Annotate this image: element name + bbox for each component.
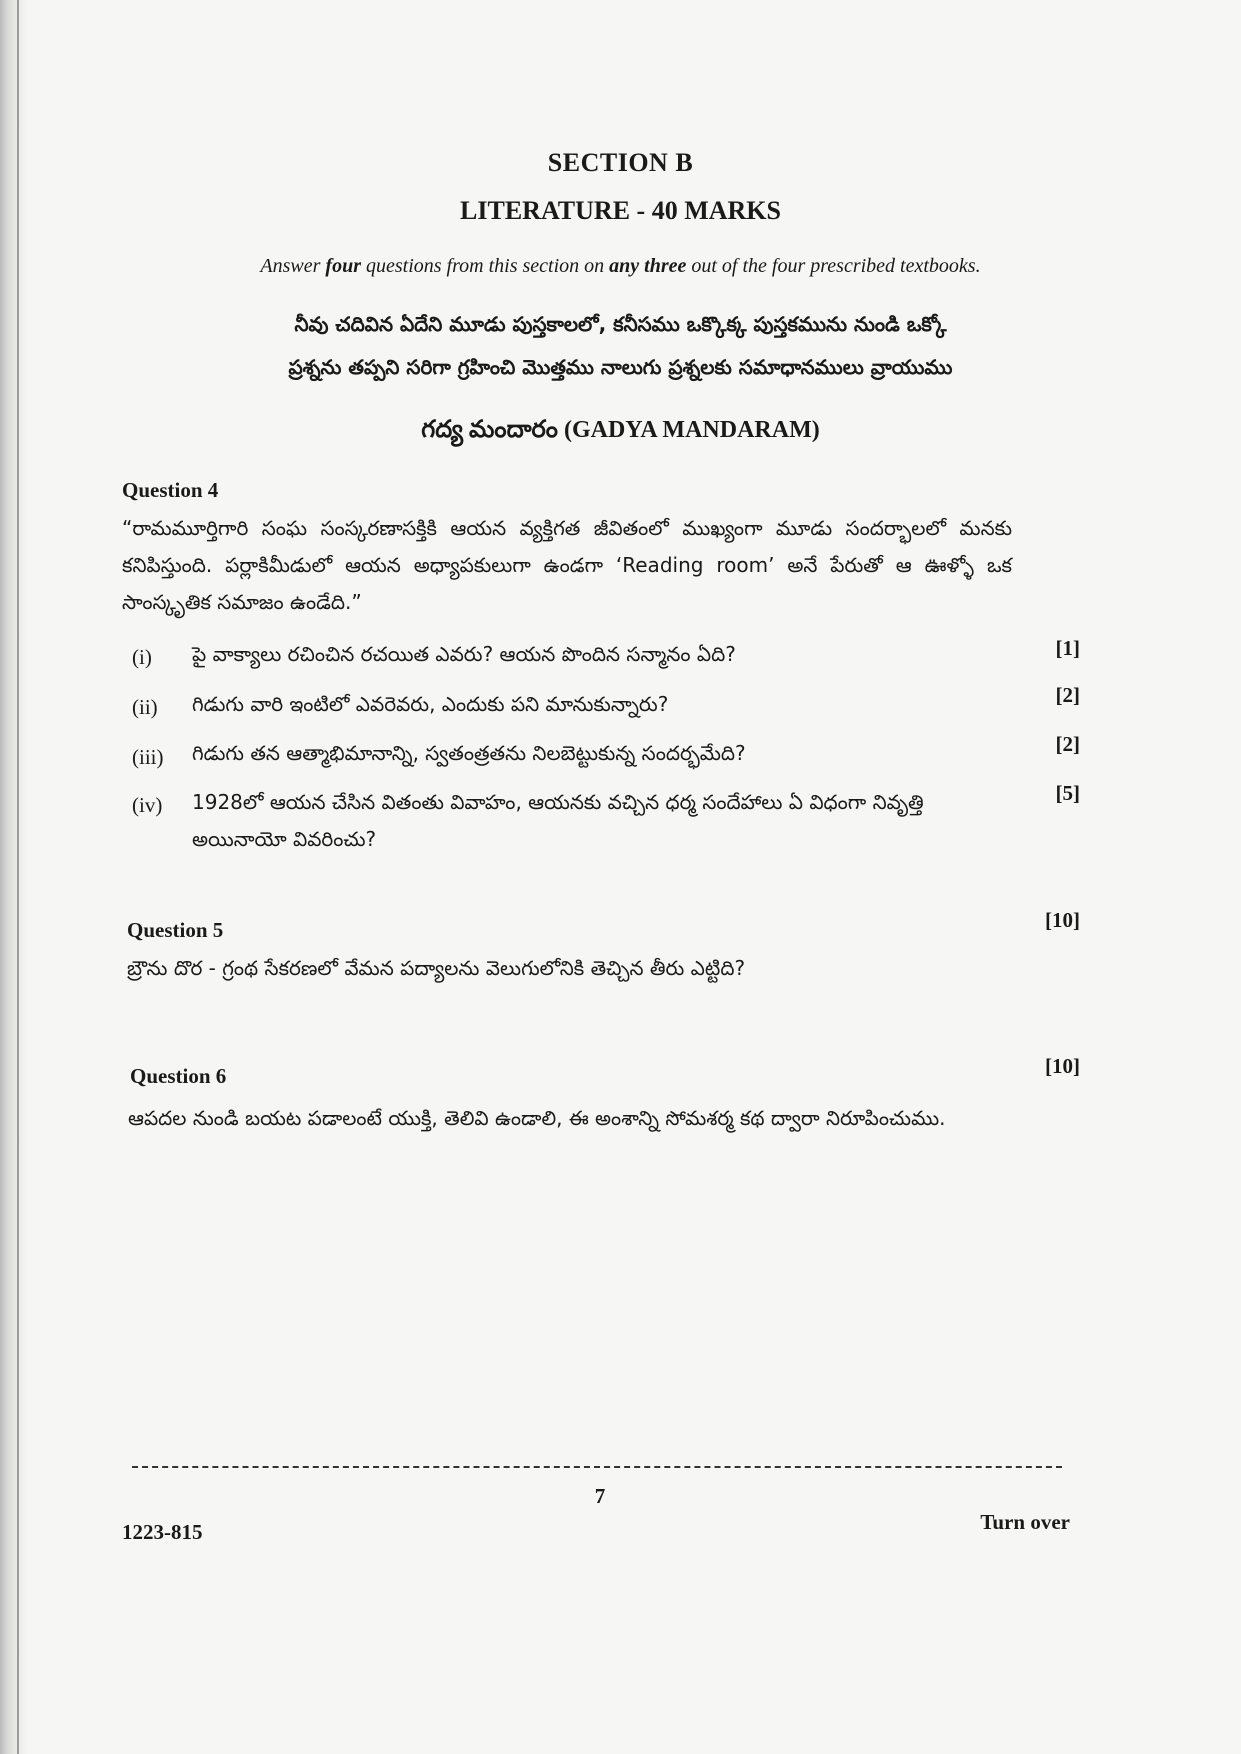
- sub-question-marks: [1]: [1055, 636, 1080, 660]
- sub-question-number: (ii): [132, 695, 158, 719]
- sub-question-marks: [2]: [1055, 683, 1080, 707]
- sub-question-number: (iii): [132, 745, 164, 769]
- sub-question-text: గిడుగు తన ఆత్మాభిమానాన్ని, స్వతంత్రతను నిలబెట్టుకున్న సందర్భమేది?: [192, 741, 746, 765]
- section-subtitle: LITERATURE - 40 MARKS: [460, 196, 781, 225]
- sub-question-text: 1928లో ఆయన చేసిన వితంతు వివాహం, ఆయనకు వచ్చిన ధర్మ సందేహాలు ఏ విధంగా నివృత్తి అయినాయో వివరించు?: [192, 790, 924, 851]
- question-5-marks: [10]: [1045, 908, 1080, 932]
- sub-question-number: (i): [132, 645, 152, 669]
- sub-question-marks: [5]: [1055, 781, 1080, 805]
- question-4-label: Question 4: [122, 478, 219, 502]
- sub-question-marks: [2]: [1055, 732, 1080, 756]
- instruction-part: questions from this section on: [360, 255, 610, 277]
- footer-divider: [132, 1466, 1062, 1468]
- sub-question-text: పై వాక్యాలు రచించిన రచయిత ఎవరు? ఆయన పొందిన సన్మానం ఏది?: [192, 642, 736, 666]
- turn-over: Turn over: [980, 1510, 1070, 1534]
- paper-code: 1223-815: [122, 1520, 203, 1544]
- instruction-emphasis: any three: [609, 255, 687, 277]
- book-title: గద్య మందారం (GADYA MANDARAM): [421, 417, 820, 443]
- question-6-text: ఆపదల నుండి బయట పడాలంటే యుక్తి, తెలివి ఉండాలి, ఈ అంశాన్ని సోమశర్మ కథ ద్వారా నిరూపించుము.: [128, 1106, 946, 1130]
- question-6-label: Question 6: [130, 1064, 227, 1088]
- telugu-instruction-line: ప్రశ్నను తప్పని సరిగా గ్రహించి మొత్తము నాలుగు ప్రశ్నలకు సమాధానములు వ్రాయుము: [288, 355, 953, 379]
- telugu-instruction-line: నీవు చదివిన ఏదేని మూడు పుస్తకాలలో, కనీసము ఒక్కొక్క పుస్తకమును నుండి ఒక్కో: [294, 312, 947, 336]
- english-instruction: [0, 255, 1241, 278]
- instruction-part: Answer: [260, 255, 326, 277]
- question-5-text: బ్రౌను దొర - గ్రంథ సేకరణలో వేమన పద్యాలను వెలుగులోనికి తెచ్చిన తీరు ఎట్టిది?: [127, 956, 746, 980]
- question-5-label: Question 5: [127, 918, 224, 942]
- section-title: SECTION B: [547, 148, 694, 177]
- page-number: 7: [594, 1484, 606, 1508]
- question-4-passage: “రామమూర్తిగారి సంఘ సంస్కరణాసక్తికి ఆయన వ్యక్తిగత జీవితంలో ముఖ్యంగా మూడు సందర్భాలలో మనకు కనిపిస్తుంది. పర్లాకిమీడులో ఆయన అధ్యాపకులుగా ఉండగా ‘Reading room’ అనే పేరుతో ఆ ఊళ్ళో ఒక సాంస్కృతిక సమాజం ఉండేది.”: [122, 516, 1012, 614]
- instruction-emphasis: four: [325, 255, 361, 277]
- instruction-part: out of the four prescribed textbooks.: [686, 255, 981, 277]
- question-6-marks: [10]: [1045, 1054, 1080, 1078]
- sub-question-text: గిడుగు వారి ఇంటిలో ఎవరెవరు, ఎందుకు పని మానుకున్నారు?: [192, 692, 669, 716]
- sub-question-number: (iv): [132, 793, 163, 817]
